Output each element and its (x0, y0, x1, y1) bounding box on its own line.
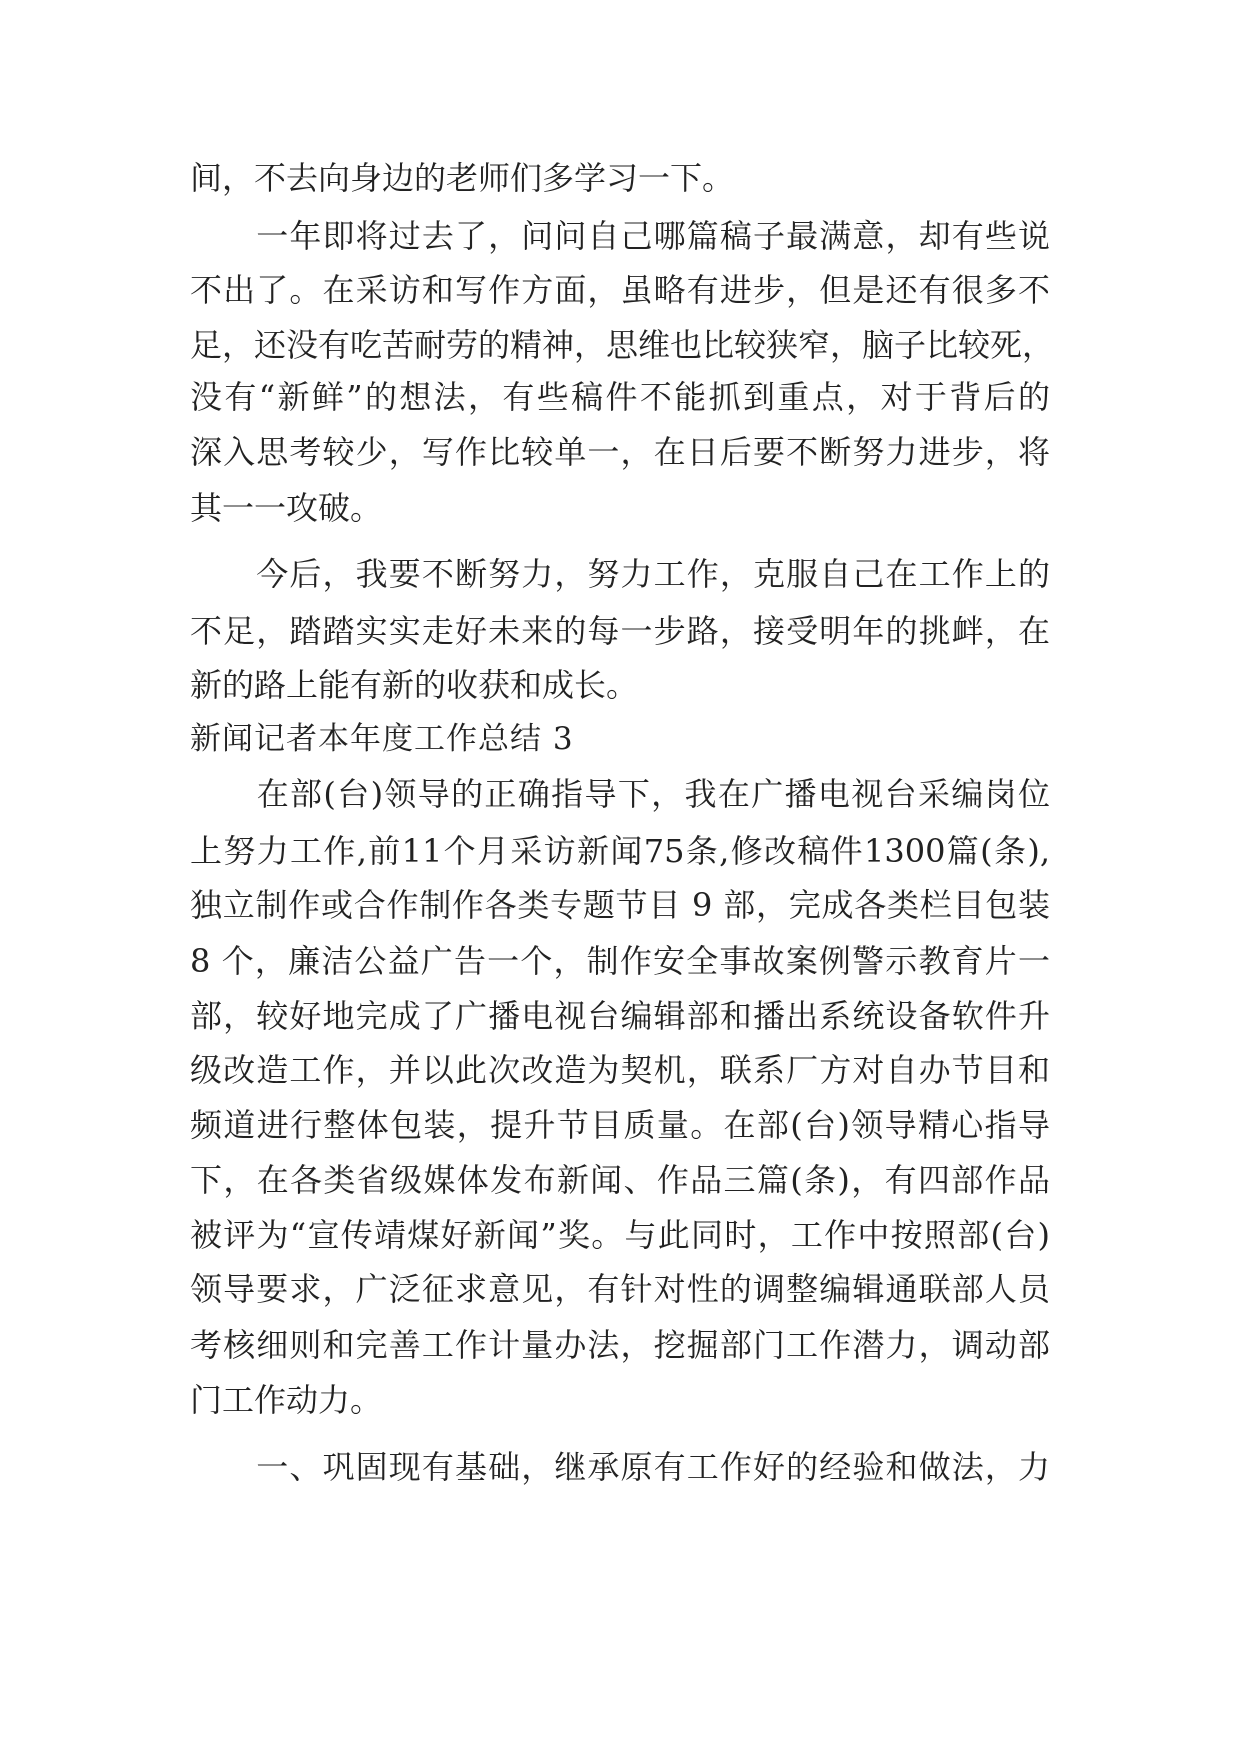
text-line: 8 个，廉洁公益广告一个，制作安全事故案例警示教育片一 (190, 942, 1050, 980)
text-line: 新的路上能有新的收获和成长。 (190, 666, 639, 704)
text-line: 在部(台)领导的正确指导下，我在广播电视台采编岗位 (190, 775, 1050, 813)
text-line: 被评为“宣传靖煤好新闻”奖。与此同时，工作中按照部(台) (190, 1216, 1050, 1254)
section-heading: 新闻记者本年度工作总结 3 (190, 721, 574, 757)
text-line: 下，在各类省级媒体发布新闻、作品三篇(条)，有四部作品 (190, 1161, 1050, 1199)
text-line: 一、巩固现有基础，继承原有工作好的经验和做法，力 (190, 1448, 1050, 1486)
text-line: 深入思考较少，写作比较单一，在日后要不断努力进步，将 (190, 433, 1050, 471)
text-line: 不出了。在采访和写作方面，虽略有进步，但是还有很多不 (190, 271, 1050, 309)
text-line: 领导要求，广泛征求意见，有针对性的调整编辑通联部人员 (190, 1270, 1050, 1308)
text-line: 一年即将过去了，问问自己哪篇稿子最满意，却有些说 (190, 217, 1050, 255)
text-line: 间，不去向身边的老师们多学习一下。 (190, 159, 735, 197)
text-line: 独立制作或合作制作各类专题节目 9 部，完成各类栏目包装 (190, 886, 1050, 924)
text-line: 今后，我要不断努力，努力工作，克服自己在工作上的 (190, 555, 1050, 593)
text-line: 级改造工作，并以此次改造为契机，联系厂方对自办节目和 (190, 1051, 1050, 1089)
text-line: 其一一攻破。 (190, 489, 383, 527)
text-line: 足，还没有吃苦耐劳的精神，思维也比较狭窄，脑子比较死， (190, 326, 1055, 364)
text-line: 上努力工作,前11个月采访新闻75条,修改稿件1300篇(条), (190, 832, 1050, 870)
text-line: 考核细则和完善工作计量办法，挖掘部门工作潜力，调动部 (190, 1326, 1050, 1364)
text-line: 频道进行整体包装，提升节目质量。在部(台)领导精心指导 (190, 1106, 1050, 1144)
text-line: 没有“新鲜”的想法，有些稿件不能抓到重点，对于背后的 (190, 378, 1050, 416)
text-line: 不足，踏踏实实走好未来的每一步路，接受明年的挑衅，在 (190, 612, 1050, 650)
text-line: 门工作动力。 (190, 1381, 383, 1419)
text-line: 部，较好地完成了广播电视台编辑部和播出系统设备软件升 (190, 997, 1050, 1035)
